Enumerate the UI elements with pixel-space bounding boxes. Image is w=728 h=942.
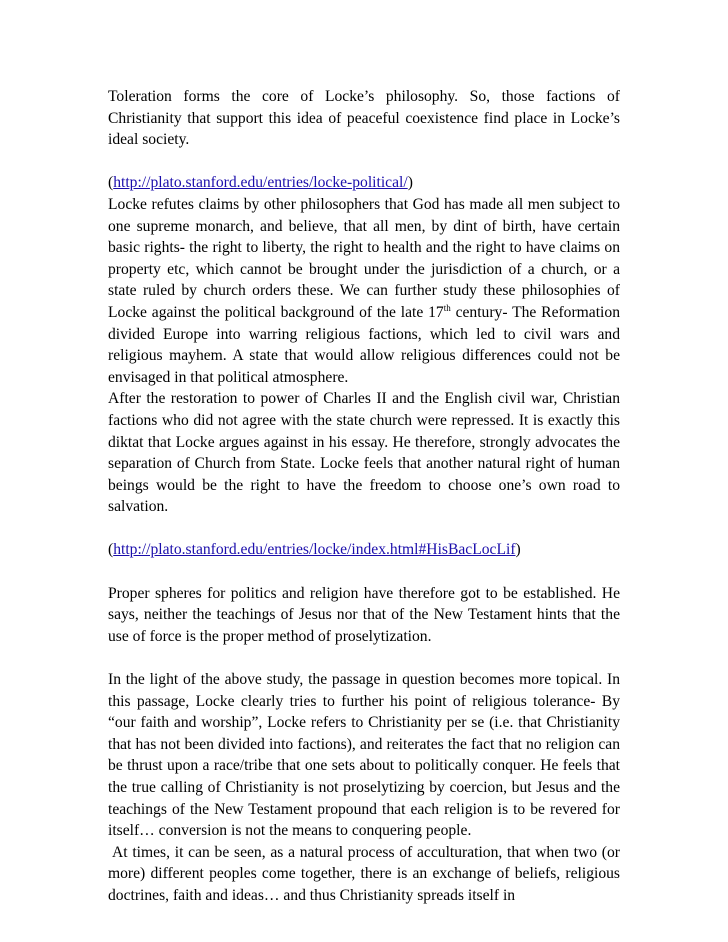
paragraph-spacer [108, 518, 620, 540]
reference-locke-index [108, 539, 620, 561]
reference-close-paren: ) [515, 541, 521, 559]
paragraph-locke-refutes [108, 194, 620, 388]
paragraph-spacer [108, 561, 620, 583]
paragraph-toleration: Toleration forms the core of Locke’s philosophy. So, those factions of Christianity that support this idea of peaceful coexistence find place in Locke’s ideal society. [108, 88, 620, 149]
document-page [108, 86, 620, 907]
paragraph-acculturation [108, 842, 620, 907]
paragraph-spacer [108, 647, 620, 669]
paragraph-light-of-study: In the light of the above study, the passage in question becomes more topical. In this passage, Locke clearly tries to further his point of religious tolerance- By “our faith and worship”, Locke refers to Christianity per se (i.e. that Christianity that has not been divided into factions), and reiterates the fact that no religion can be thrust upon a race/tribe that one sets about to politically conquer. He feels that the true calling of Christianity is not proselytizing by coercion, but Jesus and the teachings of the New Testament propound that each religion is to be revered for itself… conversion is not the means to conquering people. [108, 671, 620, 840]
paragraph-spacer [108, 151, 620, 173]
reference-open-paren: ( [108, 174, 114, 192]
link-locke-index[interactable]: http://plato.stanford.edu/entries/locke/index.html#HisBacLocLif [113, 541, 516, 559]
superscript-th: th [443, 302, 451, 313]
reference-close-paren: ) [407, 174, 413, 192]
link-locke-political[interactable]: http://plato.stanford.edu/entries/locke-political/ [113, 174, 408, 192]
paragraph-locke-refutes-text-cont: century- The Reformation divided Europe into warring religious factions, which led to civil wars and religious mayhem. A state that would allow religious differences could not be envisaged in that political atmosphere. [108, 303, 620, 386]
reference-open-paren: ( [108, 541, 114, 559]
reference-locke-political [108, 172, 620, 194]
paragraph-restoration: After the restoration to power of Charles II and the English civil war, Christian factions who did not agree with the state church were repressed. It is exactly this diktat that Locke argues against in his essay. He therefore, strongly advocates the separation of Church from State. Locke feels that another natural right of human beings would be the right to have the freedom to choose one’s own road to salvation. [108, 390, 620, 516]
paragraph-locke-refutes-text: Locke refutes claims by other philosophers that God has made all men subject to one supreme monarch, and believe, that all men, by dint of birth, have certain basic rights- the right to liberty, the right to health and the right to have claims on property etc, which cannot be brought under the jurisdiction of a church, or a state ruled by church orders these. We can further study these philosophies of Locke against the political background of the late 17 [108, 195, 620, 321]
paragraph-proper-spheres: Proper spheres for politics and religion have therefore got to be established. He says, neither the teachings of Jesus nor that of the New Testament hints that the use of force is the proper method of proselytization. [108, 584, 620, 645]
paragraph-acculturation-text: At times, it can be seen, as a natural process of acculturation, that when two (or more) different peoples come together, there is an exchange of beliefs, religious doctrines, faith and ideas… and thus Christianity spreads itself in [108, 843, 620, 904]
